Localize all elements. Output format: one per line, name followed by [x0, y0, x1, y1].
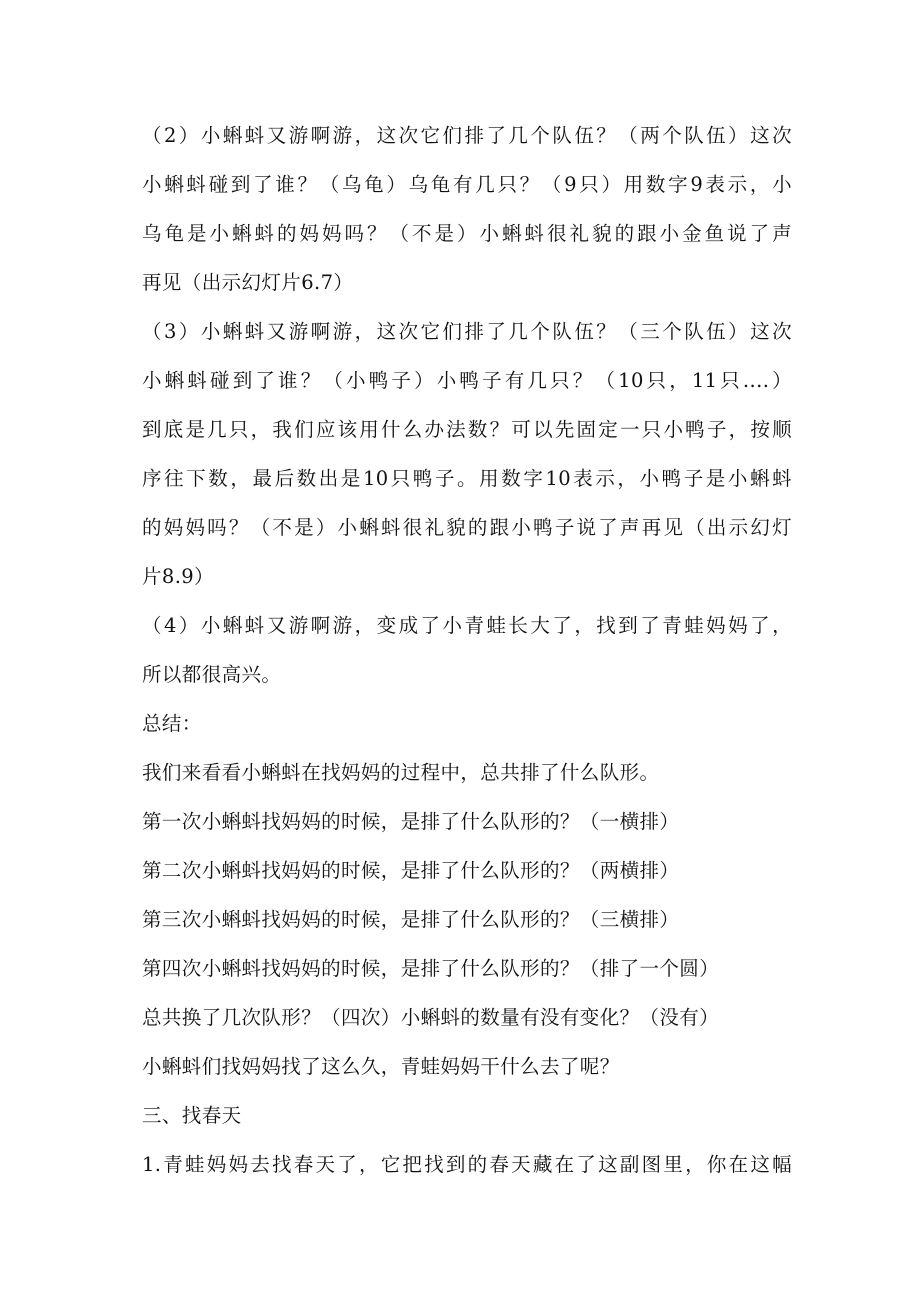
paragraph-3-line-3: 到底是几只，我们应该用什么办法数？可以先固定一只小鸭子，按顺	[142, 418, 792, 441]
paragraph-2-line-4: 再见（出示幻灯片6.7）	[142, 271, 354, 294]
section-heading-find-spring: 三、找春天	[142, 1104, 242, 1127]
paragraph-4-line-1: （4）小蝌蚪又游啊游，变成了小青蛙长大了，找到了青蛙妈妈了，	[142, 614, 792, 637]
find-spring-item-1: 1.青蛙妈妈去找春天了，它把找到的春天藏在了这副图里，你在这幅	[142, 1153, 792, 1176]
paragraph-4-line-2: 所以都很高兴。	[142, 663, 282, 686]
summary-intro: 我们来看看小蝌蚪在找妈妈的过程中，总共排了什么队形。	[142, 761, 660, 784]
paragraph-3-line-5: 的妈妈吗？（不是）小蝌蚪很礼貌的跟小鸭子说了声再见（出示幻灯	[142, 516, 792, 539]
summary-question-5: 总共换了几次队形？（四次）小蝌蚪的数量有没有变化？（没有）	[142, 1006, 720, 1029]
summary-question-1: 第一次小蝌蚪找妈妈的时候，是排了什么队形的？（一横排）	[142, 810, 680, 833]
paragraph-3-line-4: 序往下数，最后数出是10只鸭子。用数字10表示，小鸭子是小蝌蚪	[142, 467, 792, 490]
paragraph-3-line-6: 片8.9）	[142, 565, 215, 588]
summary-question-6: 小蝌蚪们找妈妈找了这么久，青蛙妈妈干什么去了呢？	[142, 1055, 620, 1078]
summary-heading: 总结：	[142, 712, 202, 735]
summary-question-4: 第四次小蝌蚪找妈妈的时候，是排了什么队形的？（排了一个圆）	[142, 957, 720, 980]
summary-question-2: 第二次小蝌蚪找妈妈的时候，是排了什么队形的？（两横排）	[142, 859, 680, 882]
paragraph-2-line-2: 小蝌蚪碰到了谁？（乌龟）乌龟有几只？（9只）用数字9表示，小	[142, 173, 792, 196]
paragraph-3-line-1: （3）小蝌蚪又游啊游，这次它们排了几个队伍？（三个队伍）这次	[142, 320, 792, 343]
paragraph-3-line-2: 小蝌蚪碰到了谁？（小鸭子）小鸭子有几只？（10只，11只....）	[142, 369, 792, 392]
paragraph-2-line-3: 乌龟是小蝌蚪的妈妈吗？（不是）小蝌蚪很礼貌的跟小金鱼说了声	[142, 222, 792, 245]
summary-question-3: 第三次小蝌蚪找妈妈的时候，是排了什么队形的？（三横排）	[142, 908, 680, 931]
paragraph-2-line-1: （2）小蝌蚪又游啊游，这次它们排了几个队伍？（两个队伍）这次	[142, 124, 792, 147]
